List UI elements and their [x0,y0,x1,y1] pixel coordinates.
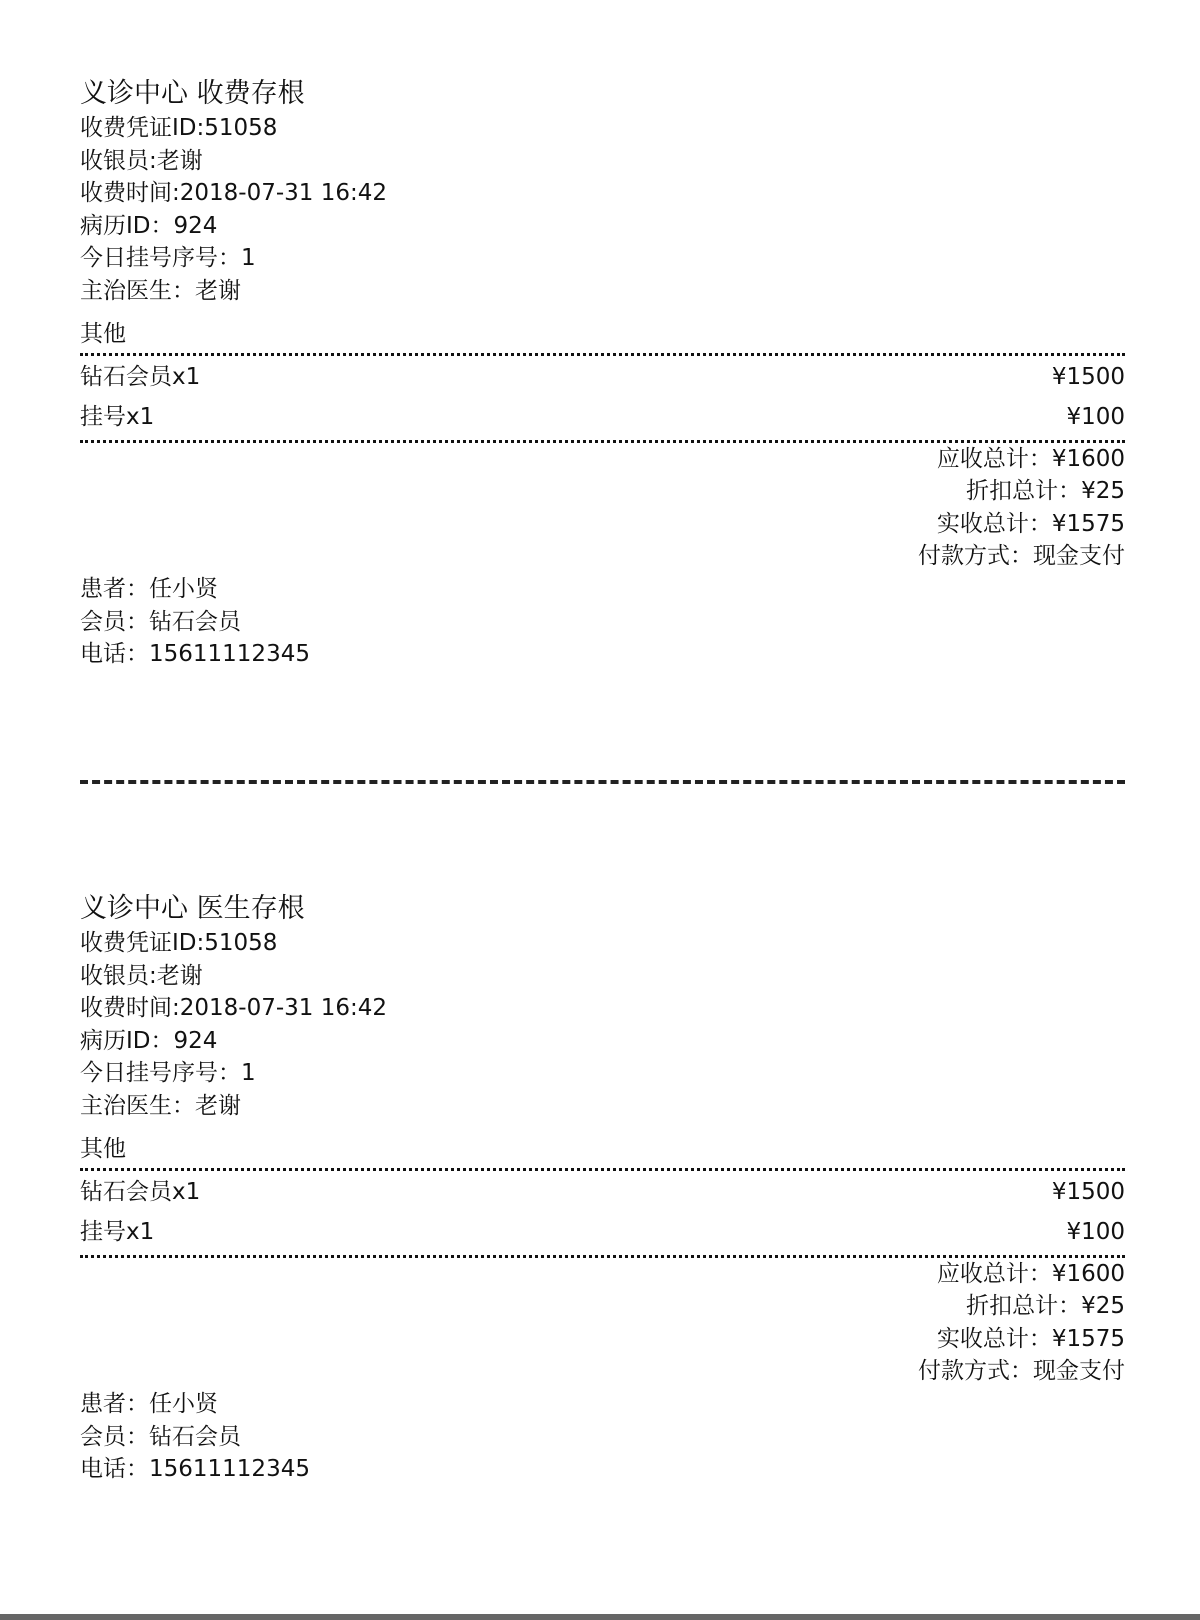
item-category: 其他 [80,1135,126,1162]
patient-name: 患者：任小贤 [80,1390,218,1417]
phone-number: 电话：15611112345 [80,1456,310,1483]
receipt-title: 义诊中心 医生存根 [80,893,305,924]
line-item-name: 钻石会员x1 [80,363,201,390]
voucher-id: 收费凭证ID:51058 [80,930,278,956]
dotted-divider [80,353,1125,356]
total-discount: 折扣总计：¥25 [966,478,1125,505]
medical-record-id: 病历ID：924 [80,1027,218,1054]
line-item-name: 挂号x1 [80,403,155,430]
member-level: 会员：钻石会员 [80,1423,241,1450]
line-item-amount: ¥100 [1066,1218,1125,1245]
cut-line-divider [80,780,1125,784]
patient-block [80,1388,1125,1486]
total-discount: 折扣总计：¥25 [966,1293,1125,1320]
item-category: 其他 [80,320,126,347]
total-actual: 实收总计：¥1575 [936,1325,1125,1352]
line-item-name: 挂号x1 [80,1218,155,1245]
medical-record-id: 病历ID：924 [80,212,218,239]
line-item [80,397,1125,437]
line-item [80,1212,1125,1252]
page-bottom-edge [0,1614,1200,1620]
patient-name: 患者：任小贤 [80,575,218,602]
total-receivable: 应收总计：¥1600 [936,445,1125,472]
line-item [80,1172,1125,1212]
total-actual: 实收总计：¥1575 [936,510,1125,537]
payment-method: 付款方式：现金支付 [918,543,1125,570]
attending-doctor: 主治医生：老谢 [80,1092,241,1119]
line-item-amount: ¥100 [1066,403,1125,430]
payment-method: 付款方式：现金支付 [918,1358,1125,1385]
line-item-amount: ¥1500 [1051,363,1125,390]
cashier: 收银员:老谢 [80,147,203,174]
receipt-doctor-stub [80,891,1125,1486]
line-item [80,357,1125,397]
attending-doctor: 主治医生：老谢 [80,277,241,304]
charge-time: 收费时间:2018-07-31 16:42 [80,180,388,207]
totals-block [80,443,1125,573]
line-item-name: 钻石会员x1 [80,1178,201,1205]
queue-number: 今日挂号序号：1 [80,245,256,272]
queue-number: 今日挂号序号：1 [80,1060,256,1087]
line-item-amount: ¥1500 [1051,1178,1125,1205]
dotted-divider [80,1168,1125,1171]
phone-number: 电话：15611112345 [80,641,310,668]
member-level: 会员：钻石会员 [80,608,241,635]
receipt-cashier-stub [80,76,1125,671]
voucher-id: 收费凭证ID:51058 [80,115,278,141]
total-receivable: 应收总计：¥1600 [936,1260,1125,1287]
charge-time: 收费时间:2018-07-31 16:42 [80,995,388,1022]
cashier: 收银员:老谢 [80,962,203,989]
patient-block [80,573,1125,671]
totals-block [80,1258,1125,1388]
receipt-title: 义诊中心 收费存根 [80,78,305,109]
